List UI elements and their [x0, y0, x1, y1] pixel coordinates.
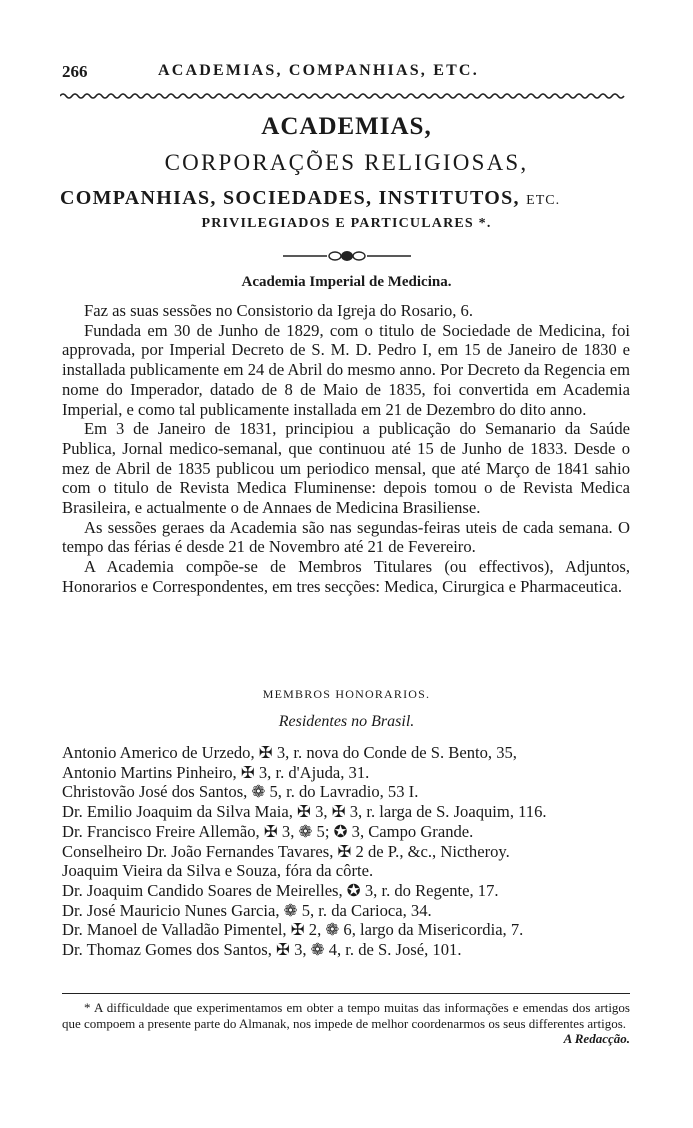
list-item: Antonio Martins Pinheiro, ✠ 3, r. d'Ajuda, 31. — [62, 762, 370, 782]
section-body — [62, 301, 630, 597]
paragraph: As sessões geraes da Academia são nas segundas-feiras uteis de cada semana. O tempo das férias é desde 21 de Novembro até 21 de Fevereiro. — [62, 517, 630, 557]
running-title: ACADEMIAS, COMPANHIAS, ETC. — [158, 62, 479, 79]
title-etc: ETC. — [526, 193, 561, 208]
list-item: Christovão José dos Santos, ❁ 5, r. do Lavradio, 53 I. — [62, 782, 419, 802]
paragraph: Em 3 de Janeiro de 1831, principiou a publicação do Semanario da Saúde Publica, Jornal medico-semanal, que continuou até 15 de Junho de 1833. Desde o mez de Abril de 1835 publicou um periodico mensal, que até Março de 1841 sahio com o titulo de Revista Medica Fluminense: depois tomou o de Revista Medica Brasileira, e actualmente o de Annaes de Medicina Brasiliense. — [62, 419, 630, 518]
title-corporacoes: CORPORAÇÕES RELIGIOSAS, — [164, 150, 529, 175]
list-item: Dr. Emilio Joaquim da Silva Maia, ✠ 3, ✠ 3, r. larga de S. Joaquim, 116. — [62, 802, 547, 822]
paragraph: A Academia compõe-se de Membros Titulares (ou effectivos), Adjuntos, Honorarios e Correspondentes, em tres secções: Medica, Cirurgica e Pharmaceutica. — [62, 557, 630, 596]
list-item: Dr. Thomaz Gomes dos Santos, ✠ 3, ❁ 4, r. de S. José, 101. — [62, 940, 462, 960]
list-item: Conselheiro Dr. João Fernandes Tavares, ✠ 2 de P., &c., Nictheroy. — [62, 841, 510, 861]
section-heading: Academia Imperial de Medicina. — [241, 274, 452, 290]
title-academias: ACADEMIAS, — [261, 113, 432, 140]
running-head — [0, 60, 693, 82]
page-number: 266 — [62, 62, 88, 81]
title-companhias-text: COMPANHIAS, SOCIEDADES, INSTITUTOS, — [60, 187, 520, 209]
members-subheading: Residentes no Brasil. — [278, 713, 415, 730]
footnote — [62, 1000, 630, 1047]
members-list — [62, 743, 630, 960]
list-item: Dr. Manoel de Valladão Pimentel, ✠ 2, ❁ 6, largo da Misericordia, 7. — [62, 920, 524, 940]
footnote-text: * A difficuldade que experimentamos em obter a tempo muitas das informações e emendas dos artigos que compoem a presente parte do Almanak, nos impede de melhor coordenarmos os seus differentes artigos. — [62, 1000, 630, 1031]
list-item: Dr. José Mauricio Nunes Garcia, ❁ 5, r. da Carioca, 34. — [62, 900, 432, 920]
paragraph: Fundada em 30 de Junho de 1829, com o titulo de Sociedade de Medicina, foi approvada, por Imperial Decreto de S. M. D. Pedro I, em 15 de Janeiro de 1830 e installada publicamente em 24 de Abril do mesmo anno. Por Decreto da Regencia em nome do Imperador, datado de 8 de Maio de 1835, foi convertida em Academia Imperial, e como tal publicamente installada em 21 de Dezembro do dito anno. — [62, 320, 630, 419]
members-heading: MEMBROS HONORARIOS. — [262, 687, 431, 701]
list-item: Antonio Americo de Urzedo, ✠ 3, r. nova do Conde de S. Bento, 35, — [62, 743, 517, 762]
paragraph: Faz as suas sessões no Consistorio da Igreja do Rosario, 6. — [84, 301, 473, 320]
list-item: Joaquim Vieira da Silva e Souza, fóra da côrte. — [62, 861, 374, 881]
footnote-signature: A Redacção. — [563, 1031, 630, 1046]
wavy-rule-ornament — [60, 92, 627, 100]
list-item: Dr. Joaquim Candido Soares de Meirelles, ✪ 3, r. do Regente, 17. — [62, 880, 499, 900]
title-companhias — [60, 187, 630, 210]
divider-ornament — [283, 250, 411, 262]
list-item: Dr. Francisco Freire Allemão, ✠ 3, ❁ 5; ✪ 3, Campo Grande. — [62, 821, 474, 841]
title-privilegiados: PRIVILEGIADOS E PARTICULARES *. — [201, 216, 492, 231]
footnote-rule — [62, 993, 630, 994]
